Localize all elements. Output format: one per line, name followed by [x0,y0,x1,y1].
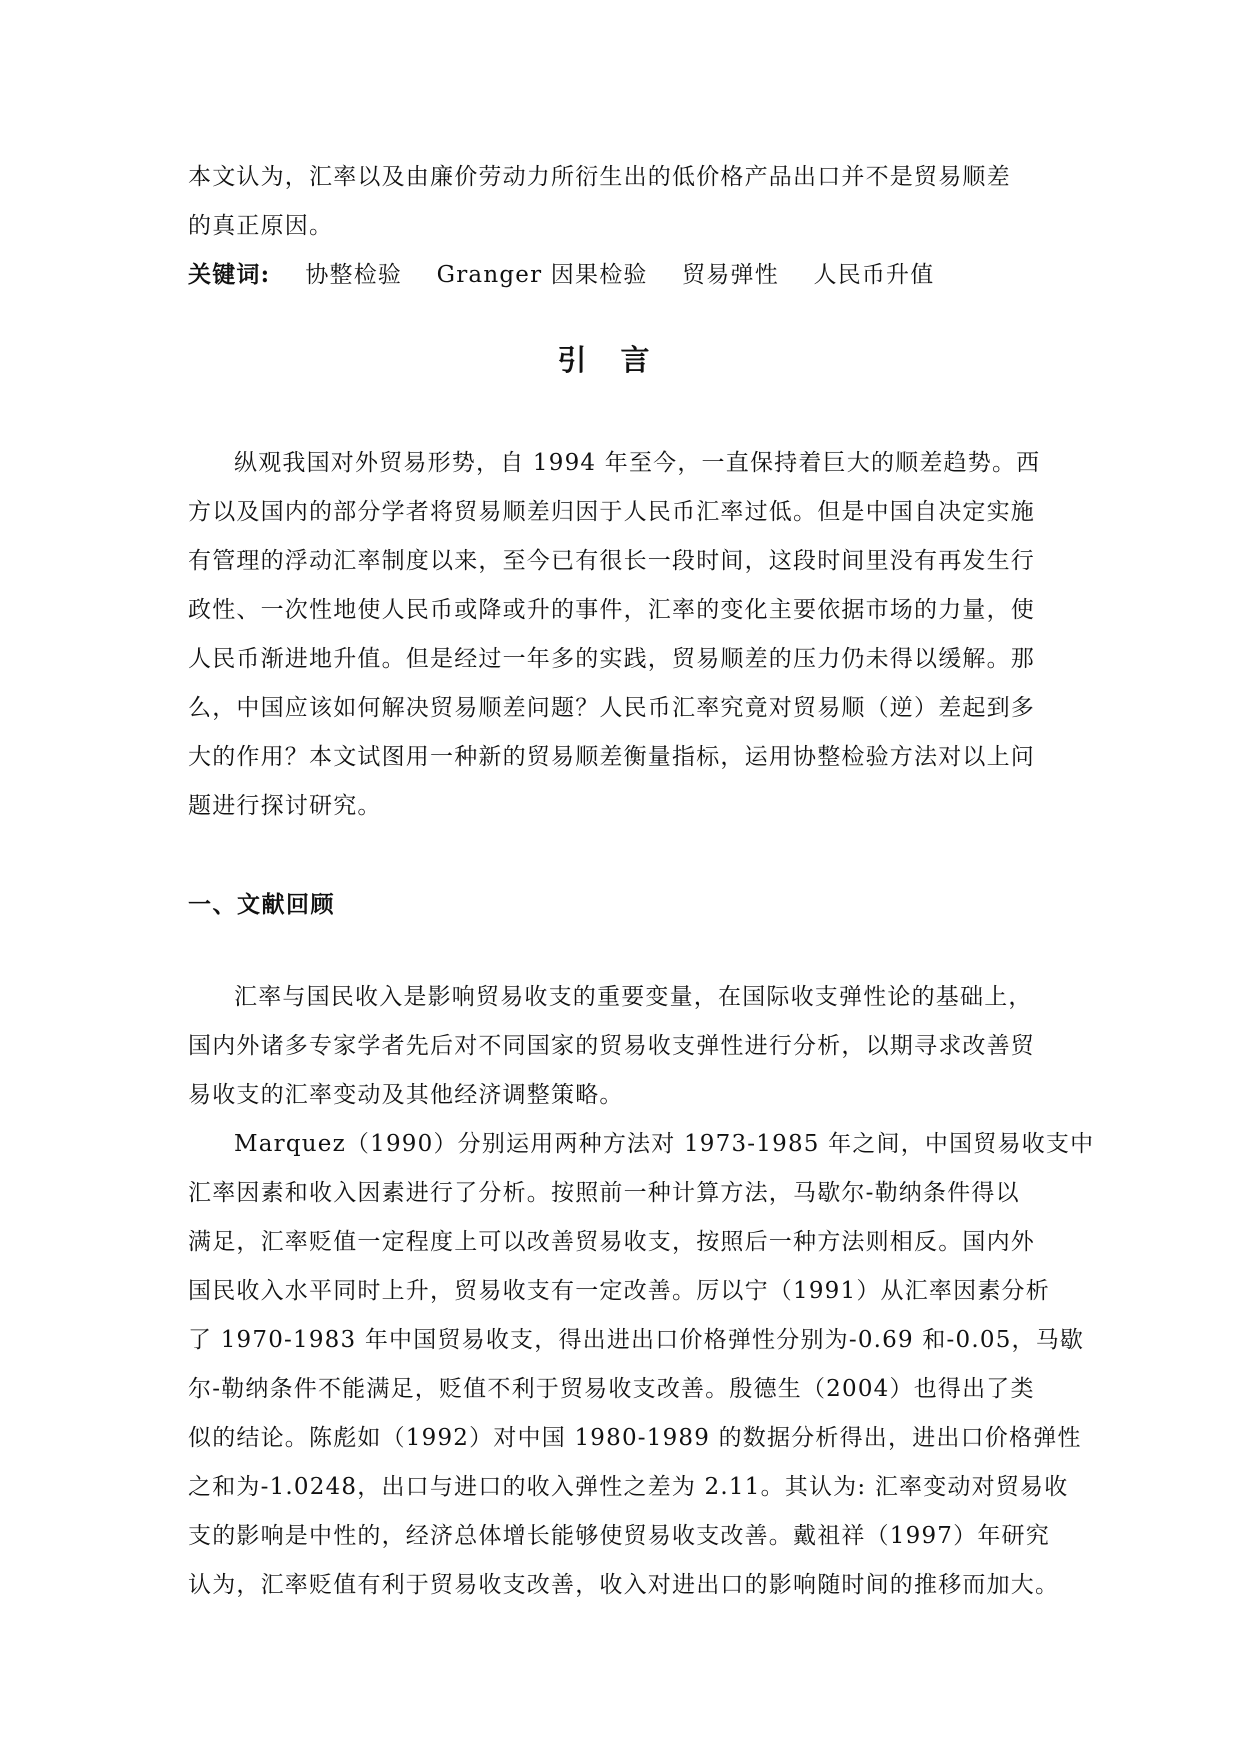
section1-p2-line-3: 满足，汇率贬值一定程度上可以改善贸易收支，按照后一种方法则相反。国内外 [188,1229,1035,1255]
abstract-line-2: 的真正原因。 [188,213,334,239]
section1-p2-line-4: 国民收入水平同时上升，贸易收支有一定改善。厉以宁（1991）从汇率因素分析 [188,1278,1050,1304]
section1-p1-line-3: 易收支的汇率变动及其他经济调整策略。 [188,1082,624,1108]
intro-line-2: 方以及国内的部分学者将贸易顺差归因于人民币汇率过低。但是中国自决定实施 [188,499,1035,525]
intro-line-1: 纵观我国对外贸易形势，自 1994 年至今，一直保持着巨大的顺差趋势。西 [234,450,1041,476]
abstract-line-1: 本文认为，汇率以及由廉价劳动力所衍生出的低价格产品出口并不是贸易顺差 [188,164,1011,190]
section1-p2-line-1: Marquez（1990）分别运用两种方法对 1973-1985 年之间，中国贸易收支中 [234,1131,1095,1157]
intro-line-5: 人民币渐进地升值。但是经过一年多的实践，贸易顺差的压力仍未得以缓解。那 [188,646,1035,672]
intro-title: 引言 [557,343,684,377]
intro-line-7: 大的作用？本文试图用一种新的贸易顺差衡量指标，运用协整检验方法对以上问 [188,744,1035,770]
section1-p1-line-2: 国内外诸多专家学者先后对不同国家的贸易收支弹性进行分析，以期寻求改善贸 [188,1033,1035,1059]
intro-line-3: 有管理的浮动汇率制度以来，至今已有很长一段时间，这段时间里没有再发生行 [188,548,1035,574]
section1-p2-line-6: 尔-勒纳条件不能满足，贬值不利于贸易收支改善。殷德生（2004）也得出了类 [188,1376,1035,1402]
section1-p2-line-8: 之和为-1.0248，出口与进口的收入弹性之差为 2.11。其认为: 汇率变动对贸易收 [188,1474,1069,1500]
keyword-item: 协整检验 [305,262,403,288]
section1-p2-line-5: 了 1970-1983 年中国贸易收支，得出进出口价格弹性分别为-0.69 和-0.05，马歇 [188,1327,1085,1353]
section1-p2-line-2: 汇率因素和收入因素进行了分析。按照前一种计算方法，马歇尔-勒纳条件得以 [188,1180,1020,1206]
keyword-item: 贸易弹性 [682,262,779,288]
keyword-item: 人民币升值 [813,262,935,288]
intro-line-8: 题进行探讨研究。 [188,793,382,819]
keywords-label: 关键词: [188,261,271,288]
section1-p2-line-7: 似的结论。陈彪如（1992）对中国 1980-1989 的数据分析得出，进出口价格弹性 [188,1425,1082,1451]
section-heading: 一、文献回顾 [188,891,335,918]
section1-p2-line-9: 支的影响是中性的，经济总体增长能够使贸易收支改善。戴祖祥（1997）年研究 [188,1523,1050,1549]
intro-line-4: 政性、一次性地使人民币或降或升的事件，汇率的变化主要依据市场的力量，使 [188,597,1035,623]
intro-line-6: 么，中国应该如何解决贸易顺差问题？人民币汇率究竟对贸易顺（逆）差起到多 [188,695,1035,721]
section1-p1-line-1: 汇率与国民收入是影响贸易收支的重要变量，在国际收支弹性论的基础上， [234,984,1033,1010]
keywords-line [188,260,1053,290]
keyword-item: Granger 因果检验 [436,262,648,288]
section1-p2-line-10: 认为，汇率贬值有利于贸易收支改善，收入对进出口的影响随时间的推移而加大。 [188,1572,1060,1598]
